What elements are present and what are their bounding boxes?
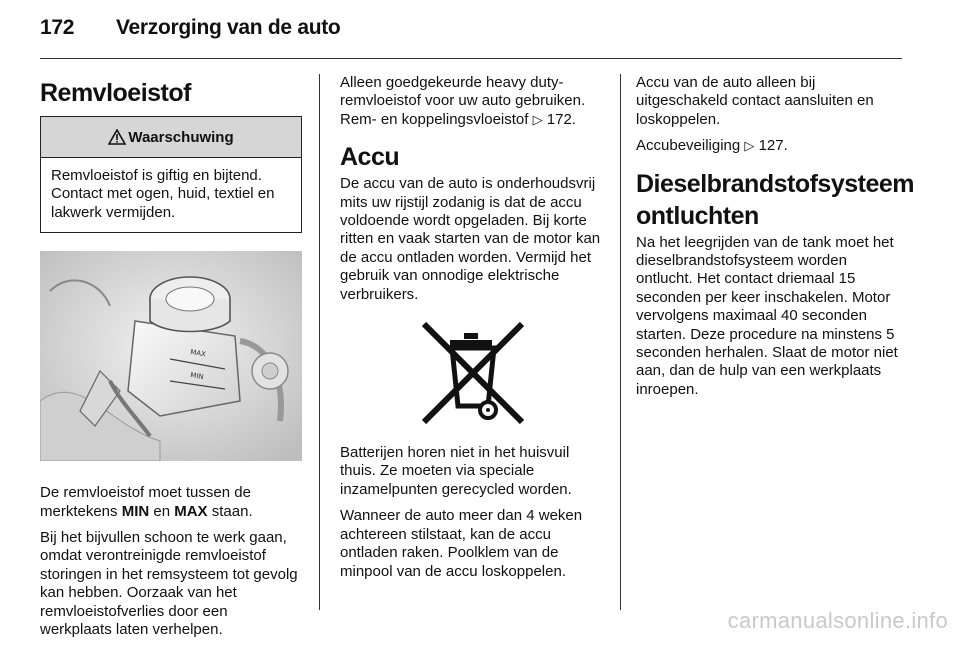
warning-box xyxy=(40,116,302,233)
warning-title: Waarschuwing xyxy=(128,128,234,146)
page-number: 172 xyxy=(40,16,75,39)
column-right xyxy=(636,74,915,407)
page-reference-arrow-icon: ▷ xyxy=(744,138,755,154)
paragraph-heavy-duty: Alleen goedgekeurde heavy duty-remvloeistof voor uw auto gebruiken. Rem- en koppelingsvloeistof ▷ 172. xyxy=(340,74,586,128)
column-divider-2 xyxy=(620,74,621,610)
svg-text:MIN: MIN xyxy=(189,371,205,382)
paragraph-battery-maintenance: De accu van de auto is onderhoudsvrij mits uw rijstijl zodanig is dat de accu voldoende wordt opgeladen. Bij korte ritten en vaak starten van de motor kan de accu ontladen worden. Vermijd het gebruik van onnodige elektrische verbruikers. xyxy=(340,175,601,303)
brake-fluid-reservoir-illustration xyxy=(40,251,302,461)
page-reference-link[interactable]: 127. xyxy=(758,137,788,155)
paragraph-diesel-bleeding: Na het leegrijden van de tank moet het dieselbrandstofsysteem worden ontlucht. Het contact driemaal 15 seconden per keer inschakelen. Motor vervolgens maximaal 40 seconden starten. Deze procedure na minstens 5 seconden herhalen. Slaat de motor niet aan, dan de hulp van een werkplaats inroepen. xyxy=(636,233,898,398)
paragraph-battery-connect: Accu van de auto alleen bij uitgeschakeld contact aansluiten en loskoppelen. xyxy=(636,74,874,128)
paragraph-battery-protection: Accubeveiliging ▷ 127. xyxy=(636,137,788,155)
page-reference-link[interactable]: 172. xyxy=(546,110,576,128)
column-left xyxy=(40,74,302,647)
warning-text: Remvloeistof is giftig en bijtend. Contact met ogen, huid, textiel en lakwerk vermijden. xyxy=(51,167,275,221)
header-divider xyxy=(40,58,902,59)
watermark: carmanualsonline.info xyxy=(727,608,948,633)
chapter-title: Verzorging van de auto xyxy=(116,16,341,39)
warning-header xyxy=(41,117,301,158)
paragraph-min-max: De remvloeistof moet tussen de merktekens MIN en MAX staan. xyxy=(40,484,253,520)
paragraph-battery-disconnect: Wanneer de auto meer dan 4 weken achtereen stilstaat, kan de accu ontladen raken. Poolklem van de minpool van de accu loskoppelen. xyxy=(340,507,583,580)
section-heading-battery: Accu xyxy=(340,143,400,172)
section-heading-diesel-bleeding: Dieselbrandstofsysteem ontluchten xyxy=(636,169,915,230)
warning-triangle-icon xyxy=(108,129,126,145)
paragraph-batteries-disposal: Batterijen horen niet in het huisvuil thuis. Ze moeten via speciale inzamelpunten gerecycled worden. xyxy=(340,444,572,498)
column-middle xyxy=(340,74,605,589)
page-header xyxy=(40,16,340,40)
page-reference-arrow-icon: ▷ xyxy=(532,111,543,127)
column-divider-1 xyxy=(319,74,320,610)
crossed-out-wheelie-bin-icon xyxy=(418,318,528,428)
svg-text:MAX: MAX xyxy=(189,348,207,359)
paragraph-refilling: Bij het bijvullen schoon te werk gaan, omdat verontreinigde remvloeistof storingen in het remsysteem tot gevolg kan hebben. Oorzaak van het remvloeistofverlies door een werkplaats laten verhelpen. xyxy=(40,529,298,639)
section-heading-brake-fluid: Remvloeistof xyxy=(40,79,191,107)
